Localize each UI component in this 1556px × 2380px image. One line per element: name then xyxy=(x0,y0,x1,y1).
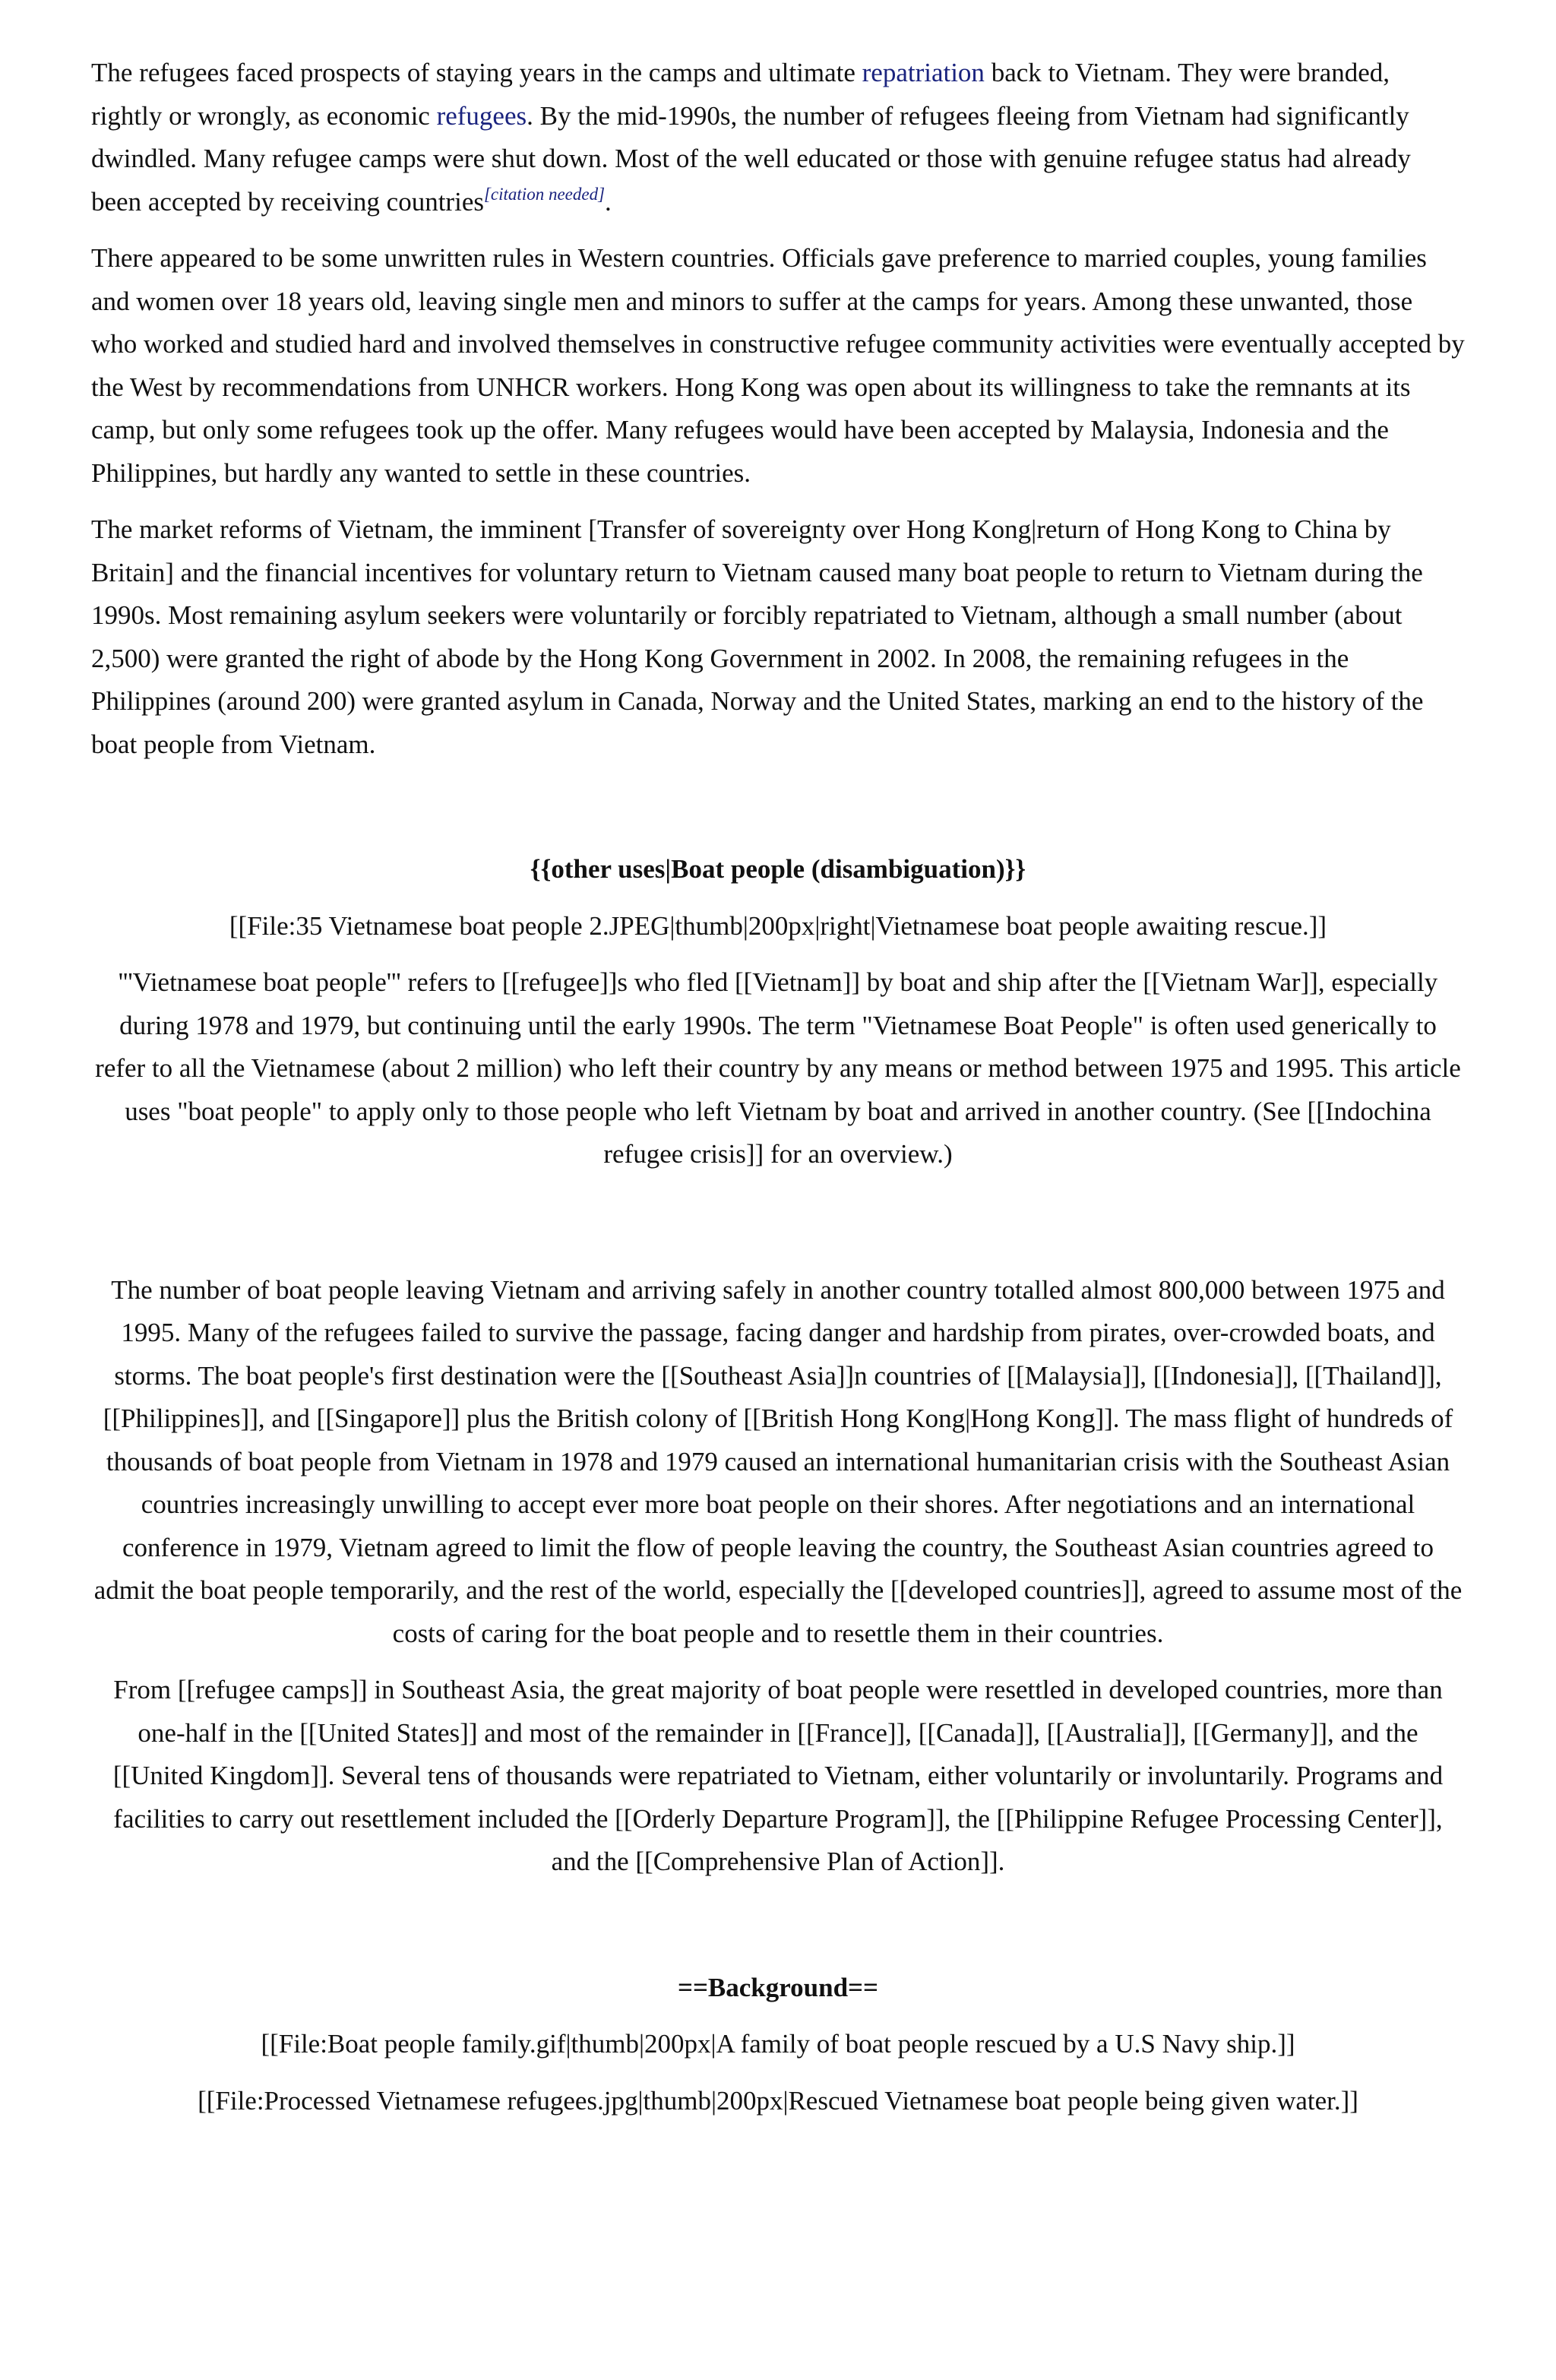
wiki-file-reference: [[File:Boat people family.gif|thumb|200px|A family of boat people rescued by a U.S Navy ship.]] xyxy=(261,2029,1295,2059)
paragraph-unwritten-rules: There appeared to be some unwritten rules in Western countries. Officials gave preference to married couples, young families and women over 18 years old, leaving single men and minors to suffer at the camps for years. Among these unwanted, those who worked and studied hard and involved themselves in constructive refugee community activities were eventually accepted by the West by recommendations from UNHCR workers. Hong Kong was open about its willingness to take the remnants at its camp, but only some refugees took up the offer. Many refugees would have been accepted by Malaysia, Indonesia and the Philippines, but hardly any wanted to settle in these countries. xyxy=(91,243,1465,488)
text-segment: . By the mid-1990s, the number of refugees fleeing from Vietnam had significantly dwindled. Many refugee camps were shut down. Most of the well educated or those with genuine refugee status had already been accepted by receiving countries xyxy=(91,100,1411,217)
paragraph-market-reforms: The market reforms of Vietnam, the imminent [Transfer of sovereignty over Hong Kong|return of Hong Kong to China by Britain] and the financial incentives for voluntary return to Vietnam caused many boat people to return to Vietnam during the 1990s. Most remaining asylum seekers were voluntarily or forcibly repatriated to Vietnam, although a small number (about 2,500) were granted the right of abode by the Hong Kong Government in 2002. In 2008, the remaining refugees in the Philippines (around 200) were granted asylum in Canada, Norway and the United States, marking an end to the history of the boat people from Vietnam. xyxy=(91,514,1424,759)
text-segment: The refugees faced prospects of staying years in the camps and ultimate xyxy=(91,58,862,87)
wiki-file-reference: [[File:35 Vietnamese boat people 2.JPEG|thumb|200px|right|Vietnamese boat people awaiting rescue.]] xyxy=(229,910,1327,941)
wiki-heading-other-uses: {{other uses|Boat people (disambiguation)}} xyxy=(530,854,1026,884)
wiki-intro-paragraph: '''Vietnamese boat people''' refers to [[refugee]]s who fled [[Vietnam]] by boat and ship after the [[Vietnam War]], especially during 1978 and 1979, but continuing until the early 1990s. The term "Vietnamese Boat People" is often used generically to refer to all the Vietnamese (about 2 million) who left their country by any means or method between 1975 and 1995. This article uses "boat people" to apply only to those people who left Vietnam by boat and arrived in another country. (See [[Indochina refugee crisis]] for an overview.) xyxy=(95,967,1461,1169)
text-segment: . xyxy=(605,186,612,217)
wiki-heading-background: ==Background== xyxy=(678,1972,878,2002)
wiki-paragraph-numbers: The number of boat people leaving Vietnam and arriving safely in another country totalled almost 800,000 between 1975 and 1995. Many of the refugees failed to survive the passage, facing danger and hardship from pirates, over-crowded boats, and storms. The boat people's first destination were the [[Southeast Asia]]n countries of [[Malaysia]], [[Indonesia]], [[Thailand]], [[Philippines]], and [[Singapore]] plus the British colony of [[British Hong Kong|Hong Kong]]. The mass flight of hundreds of thousands of boat people from Vietnam in 1978 and 1979 caused an international humanitarian crisis with the Southeast Asian countries increasingly unwilling to accept ever more boat people on their shores. After negotiations and an international conference in 1979, Vietnam agreed to limit the flow of people leaving the country, the Southeast Asian countries agreed to admit the boat people temporarily, and the rest of the world, especially the [[developed countries]], agreed to assume most of the costs of caring for the boat people and to resettle them in their countries. xyxy=(93,1274,1463,1648)
link-refugees[interactable]: refugees xyxy=(436,100,527,131)
wiki-file-reference: [[File:Processed Vietnamese refugees.jpg|thumb|200px|Rescued Vietnamese boat people being given water.]] xyxy=(198,2085,1358,2116)
text-segment: back to Vietnam. They were branded, rightly or wrongly, as economic xyxy=(91,58,1390,131)
paragraph-repatriation xyxy=(91,52,1465,223)
link-repatriation[interactable]: repatriation xyxy=(862,58,985,87)
citation-needed-link[interactable]: [citation needed] xyxy=(483,184,606,204)
wiki-paragraph-resettlement: From [[refugee camps]] in Southeast Asia, the great majority of boat people were resettled in developed countries, more than one-half in the [[United States]] and most of the remainder in [[France]], [[Canada]], [[Australia]], [[Germany]], and the [[United Kingdom]]. Several tens of thousands were repatriated to Vietnam, either voluntarily or involuntarily. Programs and facilities to carry out resettlement included the [[Orderly Departure Program]], the [[Philippine Refugee Processing Center]], and the [[Comprehensive Plan of Action]]. xyxy=(112,1675,1444,1876)
